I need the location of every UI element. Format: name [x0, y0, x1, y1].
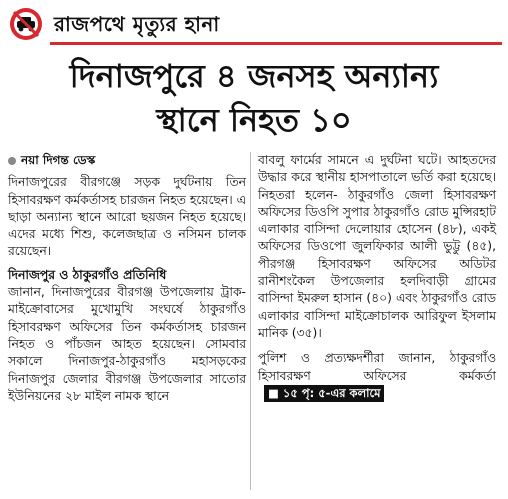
column-divider: [250, 152, 251, 490]
right-column: [258, 152, 496, 402]
paragraph-3-text: পুলিশ ও প্রত্যক্ষদর্শীরা জানান, ঠাকুরগাঁও হিসাবরক্ষণ অফিসের কর্মকর্তা: [258, 351, 496, 383]
left-column: [8, 152, 246, 405]
byline-text: নয়া দিগন্ত ডেস্ক: [21, 153, 96, 167]
body-paragraph: জানান, দিনাজপুরের বীরগঞ্জ উপজেলায় ট্রাক-মাইক্রোবাসের মুখোমুখি সংঘর্ষে ঠাকুরগাঁও হিসাবরক্ষণ অফিসের তিন কর্মকর্তাসহ চারজন নিহত ও পাঁচজন আহত হয়েছেন। সোমবার সকালে দিনাজপুর-ঠাকুরগাঁও মহাসড়কের দিনাজপুর জেলার বীরগঞ্জ উপজেলার সাতোর ইউনিয়নের ২৮ মাইল নামক স্থানে: [8, 285, 246, 403]
car-crash-logo-icon: [8, 6, 44, 42]
kicker-rule: [50, 42, 502, 45]
section-kicker: [8, 6, 500, 44]
byline: [8, 152, 246, 169]
headline-line-2: স্থানে নিহত ১০: [156, 101, 352, 139]
headline-line-1: দিনাজপুরে ৪ জনসহ অন্যান্য: [69, 57, 439, 95]
continued-on-page-link[interactable]: ■ ১৫ পৃ: ৫-এর কলামে: [264, 385, 384, 402]
correspondent-subhead: দিনাজপুর ও ঠাকুরগাঁও প্রতিনিধি: [8, 267, 167, 282]
body-paragraph-3: [258, 350, 496, 402]
bullet-icon: [8, 157, 16, 165]
headline: [0, 54, 508, 142]
body-paragraph-2: বাবলু ফার্মের সামনে এ দুর্ঘটনা ঘটে। আহতদের উদ্ধার করে স্থানীয় হাসপাতালে ভর্তি করা হয়েছে। নিহতরা হলেন- ঠাকুরগাঁও জেলা হিসাবরক্ষণ অফিসের ডিওপি সুপার ঠাকুরগাঁও রোড মুন্সিরহাট এলাকার বাসিন্দা দেলোয়ার হোসেন (৪৮), একই অফিসের ডিওপো জুলফিকার আলী ভুট্টু (৪৫), পীরগঞ্জ হিসাবরক্ষণ অফিসের অডিটর রানীশংকৈল উপজেলার হলদিবাড়ী গ্রামের বাসিন্দা ইমরুল হাসান (৪০) এবং ঠাকুরগাঁও রোড এলাকার বাসিন্দা মাইক্রোচালক আরিফুল ইসলাম মানিক (৩৫)।: [258, 153, 496, 340]
intro-paragraph: দিনাজপুরের বীরগঞ্জে সড়ক দুর্ঘটনায় তিন হিসাবরক্ষণ কর্মকর্তাসহ চারজন নিহত হয়েছেন। এ ছাড়া অন্যান্য স্থানে আরো ছয়জন নিহত হয়েছে। এদের মধ্যে শিশু, কলেজছাত্র ও নসিমন চালক রয়েছেন।: [8, 175, 246, 259]
kicker-label: রাজপথে মৃত্যুর হানা: [54, 12, 220, 36]
